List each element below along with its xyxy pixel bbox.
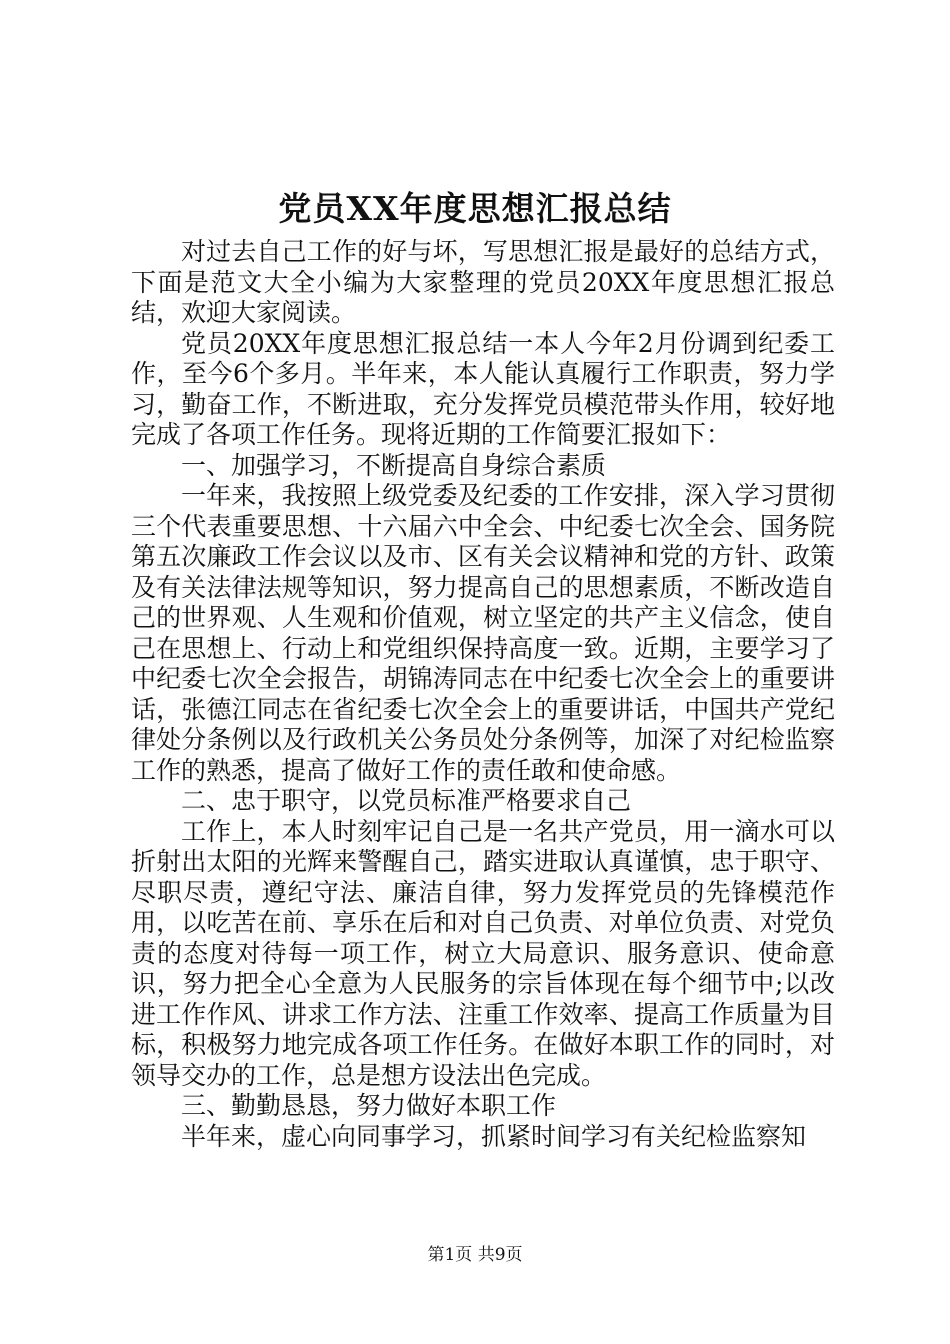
paragraph-section-1: 一年来，我按照上级党委及纪委的工作安排，深入学习贯彻三个代表重要思想、十六届六中全会、中纪委七次全会、国务院第五次廉政工作会议以及市、区有关会议精神和党的方针、政策及有关法律法规等知识，努力提高自己的思想素质，不断改造自己的世界观、人生观和价值观，树立坚定的共产主义信念，使自己在思想上、行动上和党组织保持高度一致。近期，主要学习了中纪委七次全会报告，胡锦涛同志在中纪委七次全会上的重要讲话，张德江同志在省纪委七次全会上的重要讲话，中国共产党纪律处分条例以及行政机关公务员处分条例等，加深了对纪检监察工作的熟悉，提高了做好工作的责任敢和使命感。 [131,481,835,785]
document-body [131,237,835,1152]
paragraph-section-3: 半年来，虚心向同事学习，抓紧时间学习有关纪检监察知 [181,1121,807,1151]
section-heading-1: 一、加强学习，不断提高自身综合素质 [181,450,607,480]
section-heading-3: 三、勤勤恳恳，努力做好本职工作 [181,1091,557,1120]
page-number-footer: 第1页 共9页 [427,1245,523,1265]
paragraph-section-2: 工作上，本人时刻牢记自己是一名共产党员，用一滴水可以折射出太阳的光辉来警醒自己，踏实进取认真谨慎，忠于职守、尽职尽责，遵纪守法、廉洁自律，努力发挥党员的先锋模范作用，以吃苦在前、享乐在后和对自己负责、对单位负责、对党负责的态度对待每一项工作，树立大局意识、服务意识、使命意识，努力把全心全意为人民服务的宗旨体现在每个细节中;以改进工作作风、讲求工作方法、注重工作效率、提高工作质量为目标，积极努力地完成各项工作任务。在做好本职工作的同时，对领导交办的工作，总是想方设法出色完成。 [131,816,835,1090]
section-heading-2: 二、忠于职守，以党员标准严格要求自己 [181,786,632,815]
paragraph-summary: 党员20XX年度思想汇报总结一本人今年2月份调到纪委工作，至今6个多月。半年来，本人能认真履行工作职责，努力学习，勤奋工作，不断进取，充分发挥党员模范带头作用，较好地完成了各项工作任务。现将近期的工作简要汇报如下： [131,328,835,449]
document-title: 党员XX年度思想汇报总结 [278,189,672,228]
paragraph-intro: 对过去自己工作的好与坏，写思想汇报是最好的总结方式，下面是范文大全小编为大家整理的党员20XX年度思想汇报总结，欢迎大家阅读。 [131,237,835,327]
